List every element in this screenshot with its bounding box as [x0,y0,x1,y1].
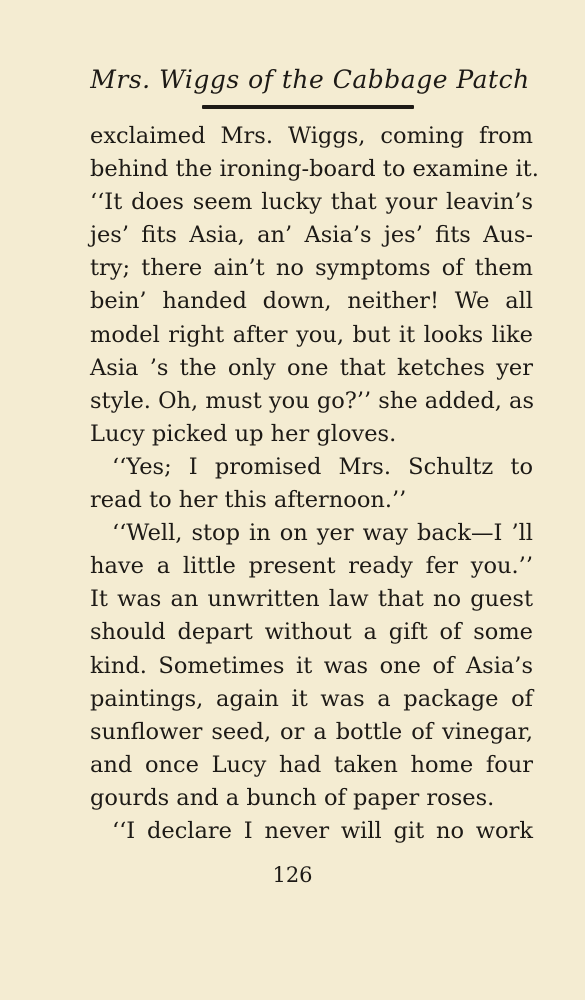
text-line: ‘‘Yes; I promised Mrs. Schultz to [112,453,533,480]
text-line: Lucy picked up her gloves. [90,420,397,447]
text-line: model right after you, but it looks like [90,321,533,348]
text-line: ‘‘I declare I never will git no work [112,817,533,844]
text-line: have a little present ready fer you.’’ [90,553,533,580]
text-line: paintings, again it was a package of [90,685,533,712]
running-head: Mrs. Wiggs of the Cabbage Patch [90,65,530,94]
text-line: jes’ fits Asia, an’ Asia’s jes’ fits Aus- [90,222,533,249]
text-line: It was an unwritten law that no guest [90,586,533,613]
text-line: behind the ironing-board to examine it. [90,156,539,183]
text-line: and once Lucy had taken home four [90,751,533,778]
header-rule [202,105,414,109]
page-number: 126 [272,863,313,887]
text-line: gourds and a bunch of paper roses. [90,784,495,811]
body-text [90,120,539,848]
text-line: exclaimed Mrs. Wiggs, coming from [90,123,533,149]
text-line: should depart without a gift of some [90,619,533,646]
text-line: style. Oh, must you go?’’ she added, as [90,387,535,414]
text-line: try; there ain’t no symptoms of them [90,255,533,282]
text-line: read to her this afternoon.’’ [90,487,407,514]
text-line: kind. Sometimes it was one of Asia’s [90,652,533,679]
text-line: bein’ handed down, neither! We all [90,288,533,315]
text-line: ‘‘It does seem lucky that your leavin’s [90,189,533,216]
text-line: sunflower seed, or a bottle of vinegar, [90,718,533,745]
text-line: Asia ’s the only one that ketches yer [90,354,533,381]
text-line: ‘‘Well, stop in on yer way back—I ’ll [112,520,533,547]
